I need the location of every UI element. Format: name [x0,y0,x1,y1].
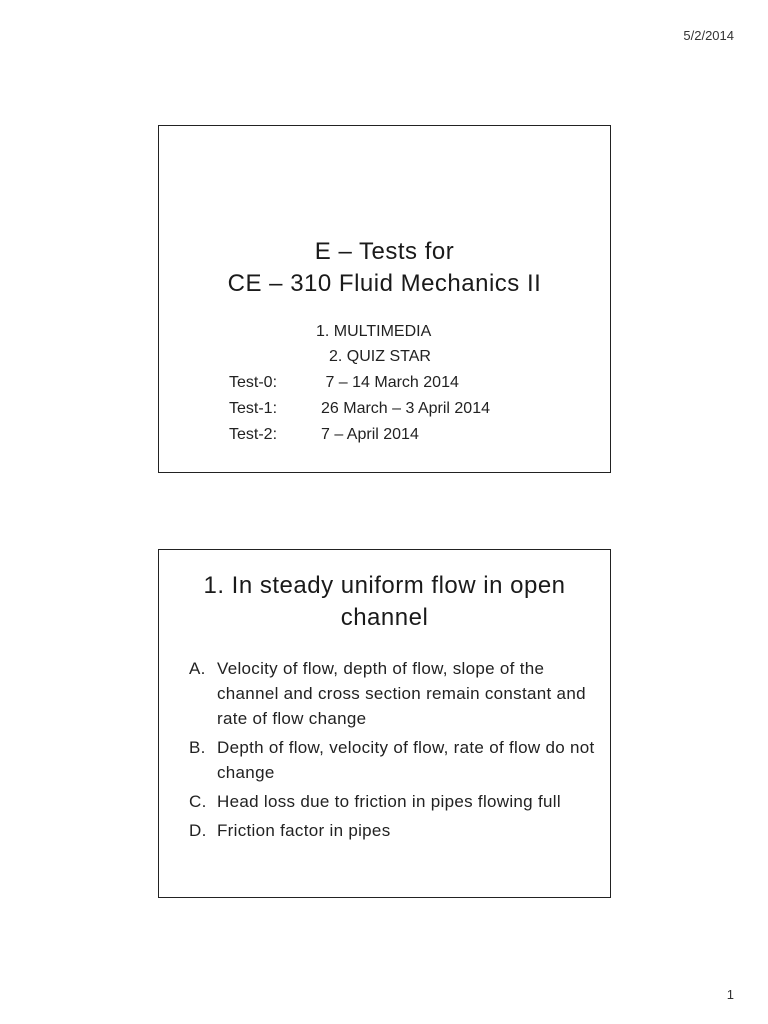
test-label: Test-0: [229,374,278,391]
answer-option-c [189,789,596,814]
title-line-2: CE – 310 Fluid Mechanics II [227,270,542,297]
option-text: Friction factor in pipes [217,821,391,840]
question-heading [159,570,610,634]
title-line-1: E – Tests for [314,238,455,265]
option-text: Velocity of flow, depth of flow, slope of the channel and cross section remain constant and rate of flow change [217,659,586,728]
list-item: 1. MULTIMEDIA [316,323,432,340]
test-dates: 26 March – 3 April 2014 [321,400,490,417]
answer-options [189,656,596,847]
option-letter: A. [189,659,206,678]
answer-option-b [189,735,596,785]
option-text: Depth of flow, velocity of flow, rate of flow do not change [217,738,595,782]
test-schedule [229,374,490,452]
test-row [229,374,490,400]
test-label: Test-2: [229,426,278,443]
answer-option-a [189,656,596,731]
option-letter: D. [189,821,207,840]
option-letter: B. [189,738,206,757]
test-dates: 7 – 14 March 2014 [321,374,459,391]
test-dates: 7 – April 2014 [321,426,419,443]
page-date: 5/2/2014 [683,28,734,43]
option-letter: C. [189,792,207,811]
question-line-1: 1. In steady uniform flow in open [203,572,566,599]
slide-title-heading [159,236,610,300]
question-line-2: channel [340,604,429,631]
slide-question [158,549,611,898]
test-label: Test-1: [229,400,278,417]
test-row [229,400,490,426]
test-row [229,426,490,452]
answer-option-d [189,818,596,843]
page-number: 1 [726,987,734,1002]
slide-title [158,125,611,473]
list-item: 2. QUIZ STAR [329,348,431,365]
option-text: Head loss due to friction in pipes flowing full [217,792,561,811]
